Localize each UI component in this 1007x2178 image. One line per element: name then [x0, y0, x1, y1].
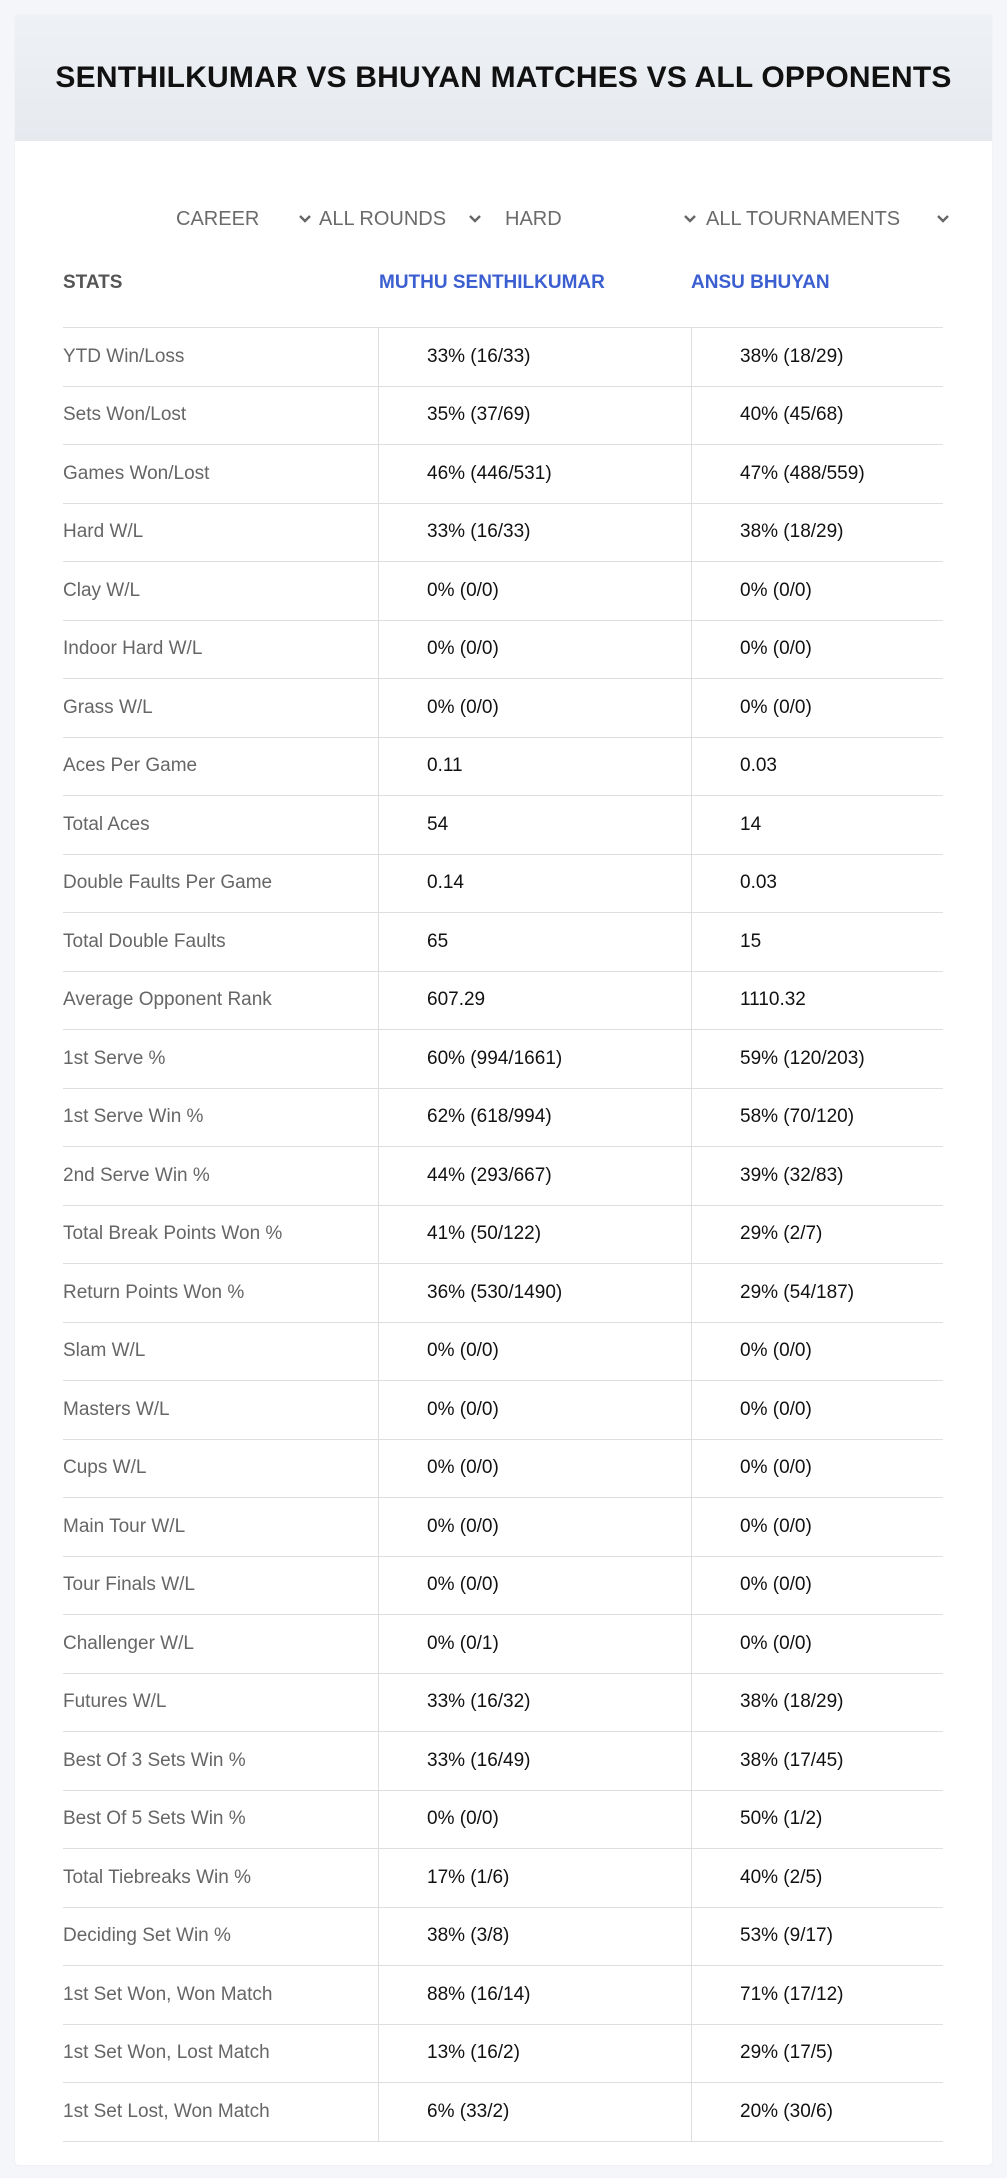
table-row: [63, 1966, 943, 2025]
column-divider: [378, 621, 379, 679]
player2-value: 14: [740, 813, 762, 835]
page-header: [15, 15, 992, 141]
column-divider: [691, 1381, 692, 1439]
player1-value: 54: [427, 813, 449, 835]
player2-value: 0.03: [740, 872, 777, 894]
table-row: [63, 1791, 943, 1850]
column-divider: [691, 328, 692, 386]
column-divider: [691, 445, 692, 503]
chevron-down-icon: [468, 214, 482, 224]
table-row: [63, 796, 943, 855]
stat-label: Futures W/L: [63, 1691, 167, 1713]
table-row: [63, 1557, 943, 1616]
table-row: [63, 387, 943, 446]
rounds-select[interactable]: [319, 205, 479, 235]
player1-value: 0% (0/0): [427, 696, 499, 718]
player1-value: 33% (16/33): [427, 521, 531, 543]
rounds-select-value: ALL ROUNDS: [319, 208, 447, 230]
stat-label: Tour Finals W/L: [63, 1574, 195, 1596]
table-row: [63, 1264, 943, 1323]
stat-label: 1st Set Lost, Won Match: [63, 2100, 270, 2122]
player2-value: 47% (488/559): [740, 462, 865, 484]
player1-value: 38% (3/8): [427, 1925, 510, 1947]
table-row: [63, 1849, 943, 1908]
column-divider: [378, 1440, 379, 1498]
column-divider: [378, 972, 379, 1030]
column-divider: [691, 1089, 692, 1147]
player2-value: 59% (120/203): [740, 1047, 865, 1069]
column-divider: [378, 1498, 379, 1556]
column-divider: [691, 913, 692, 971]
table-row: [63, 1498, 943, 1557]
player2-value: 20% (30/6): [740, 2100, 833, 2122]
stat-label: Total Double Faults: [63, 930, 226, 952]
column-divider: [691, 796, 692, 854]
column-divider: [691, 1030, 692, 1088]
stat-label: Best Of 3 Sets Win %: [63, 1749, 246, 1771]
column-divider: [378, 1908, 379, 1966]
stat-label: 1st Serve Win %: [63, 1106, 204, 1128]
tournaments-select-value: ALL TOURNAMENTS: [706, 208, 901, 230]
stat-label: Best Of 5 Sets Win %: [63, 1808, 246, 1830]
player1-value: 0% (0/1): [427, 1632, 499, 1654]
player2-value: 0% (0/0): [740, 1515, 812, 1537]
player1-value: 0% (0/0): [427, 1574, 499, 1596]
stat-label: Main Tour W/L: [63, 1515, 186, 1537]
stat-label: Grass W/L: [63, 696, 153, 718]
table-row: [63, 1908, 943, 1967]
stat-label: Masters W/L: [63, 1398, 170, 1420]
column-divider: [378, 387, 379, 445]
player2-value: 58% (70/120): [740, 1106, 855, 1128]
player2-value: 38% (18/29): [740, 521, 844, 543]
player1-value: 62% (618/994): [427, 1106, 552, 1128]
column-divider: [378, 679, 379, 737]
player2-value: 38% (18/29): [740, 345, 844, 367]
stat-label: Indoor Hard W/L: [63, 638, 203, 660]
column-header-player1[interactable]: MUTHU SENTHILKUMAR: [379, 272, 605, 293]
player2-value: 29% (2/7): [740, 1223, 823, 1245]
stat-label: Cups W/L: [63, 1457, 147, 1479]
player1-value: 44% (293/667): [427, 1164, 552, 1186]
table-row: [63, 972, 943, 1031]
player2-value: 0% (0/0): [740, 638, 812, 660]
player1-value: 35% (37/69): [427, 404, 531, 426]
column-divider: [691, 1674, 692, 1732]
player2-value: 40% (2/5): [740, 1866, 823, 1888]
table-row: [63, 2025, 943, 2084]
player1-value: 41% (50/122): [427, 1223, 542, 1245]
career-select[interactable]: [176, 205, 316, 235]
column-divider: [691, 1908, 692, 1966]
table-row: [63, 1732, 943, 1791]
column-divider: [378, 1791, 379, 1849]
stats-card: [15, 15, 992, 2165]
table-row: [63, 445, 943, 504]
player1-value: 0.14: [427, 872, 464, 894]
player1-value: 0% (0/0): [427, 579, 499, 601]
column-divider: [378, 1732, 379, 1790]
stat-label: 2nd Serve Win %: [63, 1164, 210, 1186]
table-row: [63, 562, 943, 621]
player1-value: 36% (530/1490): [427, 1281, 563, 1303]
column-divider: [691, 504, 692, 562]
player1-value: 13% (16/2): [427, 2042, 520, 2064]
table-row: [63, 1323, 943, 1382]
player2-value: 53% (9/17): [740, 1925, 833, 1947]
player2-value: 0% (0/0): [740, 579, 812, 601]
player2-value: 39% (32/83): [740, 1164, 844, 1186]
table-row: [63, 1381, 943, 1440]
player1-value: 0% (0/0): [427, 638, 499, 660]
column-divider: [691, 1557, 692, 1615]
column-divider: [378, 1147, 379, 1205]
table-row: [63, 738, 943, 797]
stat-label: Slam W/L: [63, 1340, 146, 1362]
chevron-down-icon: [683, 214, 697, 224]
surface-select[interactable]: [505, 205, 705, 235]
stat-label: 1st Serve %: [63, 1047, 166, 1069]
column-divider: [378, 562, 379, 620]
column-divider: [378, 445, 379, 503]
stat-label: Total Aces: [63, 813, 150, 835]
column-header-player2[interactable]: ANSU BHUYAN: [691, 272, 830, 293]
career-select-value: CAREER: [176, 208, 260, 230]
table-row: [63, 679, 943, 738]
player2-value: 1110.32: [740, 989, 806, 1011]
column-divider: [691, 1264, 692, 1322]
player1-value: 0% (0/0): [427, 1340, 499, 1362]
column-divider: [378, 855, 379, 913]
player1-value: 46% (446/531): [427, 462, 552, 484]
stat-label: Total Break Points Won %: [63, 1223, 283, 1245]
player1-value: 0% (0/0): [427, 1398, 499, 1420]
player1-value: 33% (16/32): [427, 1691, 531, 1713]
column-divider: [691, 1615, 692, 1673]
stat-label: Challenger W/L: [63, 1632, 194, 1654]
table-row: [63, 2083, 943, 2142]
stats-table: [63, 260, 943, 2142]
stat-label: 1st Set Won, Won Match: [63, 1983, 273, 2005]
column-divider: [378, 913, 379, 971]
column-divider: [691, 1498, 692, 1556]
player1-value: 60% (994/1661): [427, 1047, 563, 1069]
player2-value: 0% (0/0): [740, 1398, 812, 1420]
column-divider: [691, 1206, 692, 1264]
player1-value: 33% (16/49): [427, 1749, 531, 1771]
column-divider: [691, 1440, 692, 1498]
column-divider: [378, 328, 379, 386]
column-divider: [378, 1615, 379, 1673]
table-row: [63, 1206, 943, 1265]
stat-label: Deciding Set Win %: [63, 1925, 231, 1947]
table-row: [63, 1147, 943, 1206]
column-divider: [691, 1966, 692, 2024]
table-row: [63, 1089, 943, 1148]
column-divider: [691, 738, 692, 796]
stat-label: Hard W/L: [63, 521, 144, 543]
player2-value: 71% (17/12): [740, 1983, 844, 2005]
table-row: [63, 1615, 943, 1674]
column-header-stats: STATS: [63, 272, 123, 293]
player2-value: 0% (0/0): [740, 1632, 812, 1654]
table-header: [63, 260, 943, 328]
player1-value: 65: [427, 930, 449, 952]
stat-label: Games Won/Lost: [63, 462, 210, 484]
column-divider: [691, 2083, 692, 2141]
column-divider: [691, 972, 692, 1030]
player2-value: 38% (18/29): [740, 1691, 844, 1713]
player2-value: 0% (0/0): [740, 1457, 812, 1479]
table-row: [63, 913, 943, 972]
column-divider: [378, 796, 379, 854]
column-divider: [691, 1849, 692, 1907]
stat-label: 1st Set Won, Lost Match: [63, 2042, 270, 2064]
column-divider: [691, 562, 692, 620]
player2-value: 29% (17/5): [740, 2042, 833, 2064]
player1-value: 0% (0/0): [427, 1808, 499, 1830]
column-divider: [378, 1557, 379, 1615]
stat-label: Double Faults Per Game: [63, 872, 273, 894]
stat-label: Total Tiebreaks Win %: [63, 1866, 251, 1888]
player1-value: 33% (16/33): [427, 345, 531, 367]
table-row: [63, 504, 943, 563]
player2-value: 15: [740, 930, 762, 952]
table-row: [63, 328, 943, 387]
table-row: [63, 1674, 943, 1733]
chevron-down-icon: [298, 214, 312, 224]
player1-value: 6% (33/2): [427, 2100, 510, 2122]
player2-value: 40% (45/68): [740, 404, 844, 426]
player2-value: 29% (54/187): [740, 1281, 855, 1303]
chevron-down-icon: [936, 214, 950, 224]
column-divider: [691, 1732, 692, 1790]
column-divider: [691, 2025, 692, 2083]
column-divider: [691, 387, 692, 445]
player2-value: 38% (17/45): [740, 1749, 844, 1771]
column-divider: [378, 1966, 379, 2024]
table-row: [63, 1030, 943, 1089]
player2-value: 0.03: [740, 755, 777, 777]
stat-label: Aces Per Game: [63, 755, 198, 777]
stat-label: Return Points Won %: [63, 1281, 245, 1303]
column-divider: [691, 1323, 692, 1381]
player1-value: 17% (1/6): [427, 1866, 510, 1888]
column-divider: [691, 1147, 692, 1205]
column-divider: [378, 1206, 379, 1264]
surface-select-value: HARD: [505, 208, 562, 230]
stat-label: Average Opponent Rank: [63, 989, 272, 1011]
stat-label: YTD Win/Loss: [63, 345, 185, 367]
column-divider: [378, 1264, 379, 1322]
column-divider: [378, 504, 379, 562]
player1-value: 88% (16/14): [427, 1983, 531, 2005]
player1-value: 0.11: [427, 755, 463, 777]
player1-value: 607.29: [427, 989, 486, 1011]
stat-label: Clay W/L: [63, 579, 141, 601]
column-divider: [378, 2025, 379, 2083]
table-row: [63, 621, 943, 680]
column-divider: [691, 621, 692, 679]
column-divider: [378, 1323, 379, 1381]
column-divider: [691, 679, 692, 737]
player1-value: 0% (0/0): [427, 1457, 499, 1479]
table-row: [63, 855, 943, 914]
column-divider: [378, 1849, 379, 1907]
page-title: SENTHILKUMAR VS BHUYAN MATCHES VS ALL OPPONENTS: [55, 61, 952, 94]
tournaments-select[interactable]: [706, 205, 956, 235]
column-divider: [378, 1381, 379, 1439]
column-divider: [691, 1791, 692, 1849]
table-row: [63, 1440, 943, 1499]
column-divider: [378, 738, 379, 796]
filter-bar: [15, 185, 992, 255]
player2-value: 0% (0/0): [740, 1574, 812, 1596]
player1-value: 0% (0/0): [427, 1515, 499, 1537]
column-divider: [691, 855, 692, 913]
player2-value: 0% (0/0): [740, 1340, 812, 1362]
player2-value: 50% (1/2): [740, 1808, 823, 1830]
player2-value: 0% (0/0): [740, 696, 812, 718]
column-divider: [378, 1089, 379, 1147]
column-divider: [378, 1030, 379, 1088]
column-divider: [378, 2083, 379, 2141]
table-body: [63, 328, 943, 2142]
column-divider: [378, 1674, 379, 1732]
stat-label: Sets Won/Lost: [63, 404, 187, 426]
